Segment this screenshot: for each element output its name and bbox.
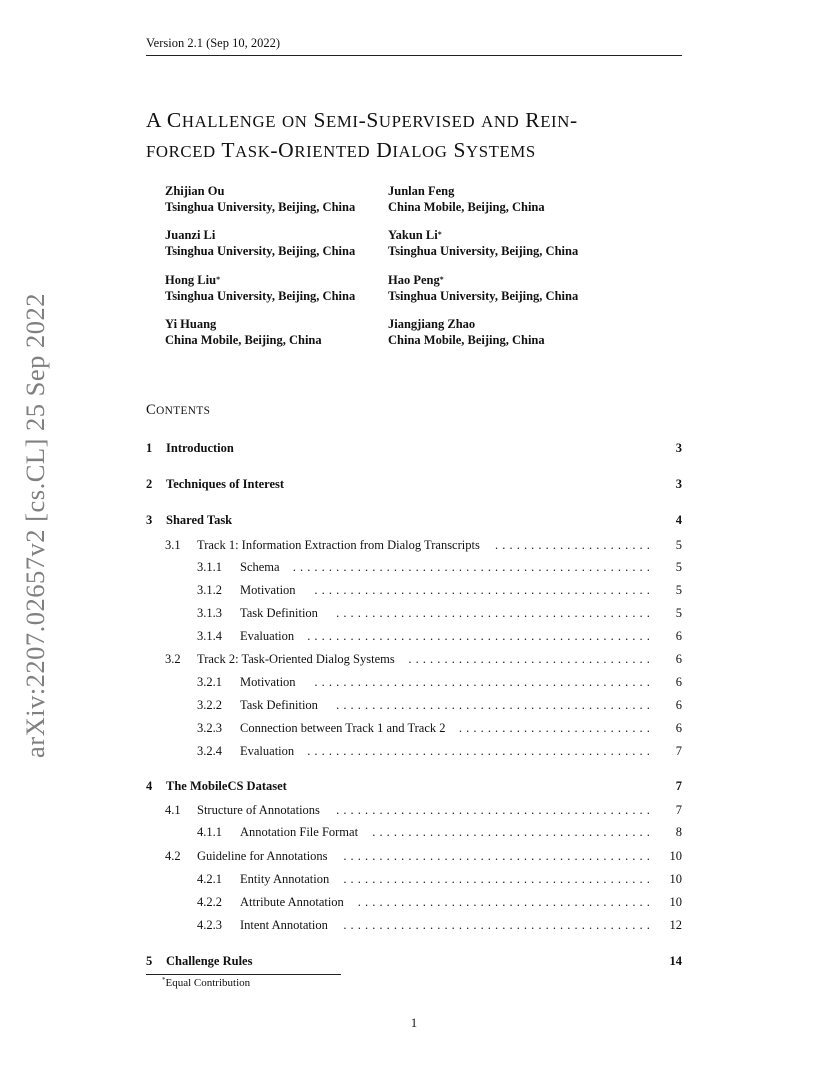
toc-entry[interactable] xyxy=(146,743,682,759)
toc-entry[interactable] xyxy=(146,778,682,794)
toc-section-title: Entity Annotation xyxy=(240,872,330,886)
author-entry xyxy=(388,228,618,259)
toc-entry[interactable] xyxy=(146,651,682,667)
toc-page-number: 10 xyxy=(669,849,682,863)
toc-dot-leader: ........................... xyxy=(458,721,654,735)
toc-section-title: Introduction xyxy=(166,441,234,455)
toc-dot-leader: ............................................... xyxy=(314,675,654,689)
title-line-2 xyxy=(146,136,686,166)
toc-page-number: 3 xyxy=(675,477,682,491)
running-header xyxy=(146,36,682,56)
title-line-1-text: A CHALLENGE ON SEMI-SUPERVISED AND REIN- xyxy=(146,108,578,132)
author-name: Yi Huang xyxy=(165,317,217,331)
author-name: Junlan Feng xyxy=(388,184,455,198)
toc-page-number: 14 xyxy=(669,954,682,968)
toc-section-title: Schema xyxy=(240,560,280,574)
toc-page-number: 8 xyxy=(675,825,682,839)
author-entry xyxy=(388,184,618,215)
toc-dot-leader: ................................................ xyxy=(307,744,654,758)
equal-contribution-marker: * xyxy=(439,275,444,284)
toc-page-number: 7 xyxy=(675,744,682,758)
toc-dot-leader: ............................................... xyxy=(314,583,654,597)
toc-section-number: 4.2.2 xyxy=(197,895,222,909)
toc-section-title: Evaluation xyxy=(240,629,295,643)
toc-section-title: Motivation xyxy=(240,675,296,689)
toc-entry[interactable] xyxy=(146,537,682,553)
author-entry xyxy=(165,184,395,215)
author-affiliation: Tsinghua University, Beijing, China xyxy=(388,243,579,258)
toc-dot-leader: ................................................ xyxy=(307,629,654,643)
author-entry xyxy=(388,273,618,304)
footnote-rule xyxy=(146,974,341,975)
toc-section-title: Track 1: Information Extraction from Dialog Transcripts xyxy=(197,538,480,552)
toc-page-number: 5 xyxy=(675,606,682,620)
toc-page-number: 12 xyxy=(669,918,682,932)
toc-entry[interactable] xyxy=(146,917,682,933)
toc-section-number: 3.1.3 xyxy=(197,606,222,620)
toc-page-number: 6 xyxy=(675,698,682,712)
toc-page-number: 6 xyxy=(675,629,682,643)
equal-contribution-marker: * xyxy=(216,275,221,284)
equal-contribution-marker: * xyxy=(437,230,442,239)
toc-section-number: 3.1.2 xyxy=(197,583,222,597)
toc-dot-leader: ........................................... xyxy=(343,849,654,863)
toc-entry[interactable] xyxy=(146,894,682,910)
toc-page-number: 6 xyxy=(675,721,682,735)
toc-dot-leader: ......................................... xyxy=(357,895,654,909)
toc-section-number: 4.2.1 xyxy=(197,872,222,886)
toc-entry[interactable] xyxy=(146,720,682,736)
author-affiliation: China Mobile, Beijing, China xyxy=(388,199,545,214)
toc-dot-leader: ........................................... xyxy=(343,872,654,886)
toc-section-number: 4.1.1 xyxy=(197,825,222,839)
toc-entry[interactable] xyxy=(146,582,682,598)
toc-entry[interactable] xyxy=(146,559,682,575)
author-affiliation: China Mobile, Beijing, China xyxy=(388,332,545,347)
footnote-text: Equal Contribution xyxy=(165,977,251,989)
toc-section-title: Attribute Annotation xyxy=(240,895,344,909)
toc-section-number: 3.1 xyxy=(165,538,181,552)
author-entry xyxy=(165,273,395,304)
toc-section-title: Intent Annotation xyxy=(240,918,328,932)
toc-entry[interactable] xyxy=(146,802,682,818)
toc-entry[interactable] xyxy=(146,697,682,713)
toc-section-number: 1 xyxy=(146,441,153,455)
toc-section-number: 4.2 xyxy=(165,849,181,863)
author-affiliation: Tsinghua University, Beijing, China xyxy=(165,199,356,214)
toc-section-number: 3.1.1 xyxy=(197,560,222,574)
toc-page-number: 3 xyxy=(675,441,682,455)
toc-section-title: Annotation File Format xyxy=(240,825,359,839)
toc-entry[interactable] xyxy=(146,871,682,887)
paper-title xyxy=(146,106,686,166)
title-line-2-text: FORCED TASK-ORIENTED DIALOG SYSTEMS xyxy=(146,138,536,162)
author-name: Zhijian Ou xyxy=(165,184,225,198)
toc-section-title: Motivation xyxy=(240,583,296,597)
arxiv-identifier-text: arXiv:2207.02657v2 [cs.CL] 25 Sep 2022 xyxy=(20,292,51,758)
toc-page-number: 4 xyxy=(675,513,682,527)
footnote-marker: * xyxy=(162,976,166,984)
author-name: Juanzi Li xyxy=(165,228,216,242)
toc-section-title: Track 2: Task-Oriented Dialog Systems xyxy=(197,652,395,666)
toc-section-number: 3.2.3 xyxy=(197,721,222,735)
page-number: 1 xyxy=(410,1016,418,1030)
toc-entry[interactable] xyxy=(146,674,682,690)
title-line-1 xyxy=(146,106,686,136)
toc-page-number: 7 xyxy=(675,779,682,793)
contents-heading xyxy=(146,402,210,419)
author-name: Hong Liu xyxy=(165,273,217,287)
toc-dot-leader: ............................................ xyxy=(336,803,654,817)
toc-entry[interactable] xyxy=(146,605,682,621)
toc-page-number: 7 xyxy=(675,803,682,817)
toc-dot-leader: ............................................ xyxy=(336,698,654,712)
toc-page-number: 5 xyxy=(675,538,682,552)
author-name: Yakun Li xyxy=(388,228,438,242)
toc-section-title: Task Definition xyxy=(240,606,318,620)
author-affiliation: China Mobile, Beijing, China xyxy=(165,332,322,347)
toc-entry[interactable] xyxy=(146,440,682,456)
arxiv-identifier-stamp xyxy=(18,290,54,760)
toc-section-title: The MobileCS Dataset xyxy=(166,779,287,793)
toc-section-title: Task Definition xyxy=(240,698,318,712)
toc-page-number: 10 xyxy=(669,895,682,909)
toc-entry[interactable] xyxy=(146,848,682,864)
toc-page-number: 6 xyxy=(675,652,682,666)
toc-entry[interactable] xyxy=(146,476,682,492)
toc-section-title: Evaluation xyxy=(240,744,295,758)
toc-entry[interactable] xyxy=(146,512,682,528)
toc-entry[interactable] xyxy=(146,824,682,840)
toc-dot-leader: .................................. xyxy=(408,652,654,666)
toc-section-number: 3.1.4 xyxy=(197,629,222,643)
toc-page-number: 6 xyxy=(675,675,682,689)
toc-section-number: 3.2 xyxy=(165,652,181,666)
toc-entry[interactable] xyxy=(146,628,682,644)
author-affiliation: Tsinghua University, Beijing, China xyxy=(165,288,356,303)
author-name: Hao Peng xyxy=(388,273,440,287)
author-entry xyxy=(388,317,618,348)
toc-page-number: 5 xyxy=(675,583,682,597)
toc-entry[interactable] xyxy=(146,953,682,969)
author-affiliation: Tsinghua University, Beijing, China xyxy=(165,243,356,258)
toc-section-number: 4.1 xyxy=(165,803,181,817)
toc-section-title: Shared Task xyxy=(166,513,233,527)
toc-section-number: 5 xyxy=(146,954,153,968)
author-affiliation: Tsinghua University, Beijing, China xyxy=(388,288,579,303)
toc-section-title: Techniques of Interest xyxy=(166,477,285,491)
toc-page-number: 5 xyxy=(675,560,682,574)
toc-section-number: 3.2.2 xyxy=(197,698,222,712)
toc-dot-leader: .................................................. xyxy=(292,560,654,574)
toc-dot-leader: ........................................... xyxy=(343,918,654,932)
footnote xyxy=(162,977,250,989)
toc-dot-leader: ....................................... xyxy=(372,825,654,839)
author-entry xyxy=(165,317,395,348)
toc-dot-leader: ...................... xyxy=(495,538,654,552)
toc-section-number: 2 xyxy=(146,477,153,491)
author-entry xyxy=(165,228,395,259)
toc-section-number: 3.2.4 xyxy=(197,744,222,758)
author-name: Jiangjiang Zhao xyxy=(388,317,476,331)
toc-section-title: Guideline for Annotations xyxy=(197,849,328,863)
toc-section-title: Structure of Annotations xyxy=(197,803,320,817)
toc-dot-leader: ............................................ xyxy=(336,606,654,620)
toc-section-number: 4 xyxy=(146,779,153,793)
toc-section-number: 3.2.1 xyxy=(197,675,222,689)
toc-section-title: Connection between Track 1 and Track 2 xyxy=(240,721,446,735)
version-line: Version 2.1 (Sep 10, 2022) xyxy=(146,36,281,50)
contents-heading-text: CONTENTS xyxy=(146,402,211,418)
toc-section-title: Challenge Rules xyxy=(166,954,253,968)
toc-section-number: 4.2.3 xyxy=(197,918,222,932)
toc-section-number: 3 xyxy=(146,513,153,527)
toc-page-number: 10 xyxy=(669,872,682,886)
